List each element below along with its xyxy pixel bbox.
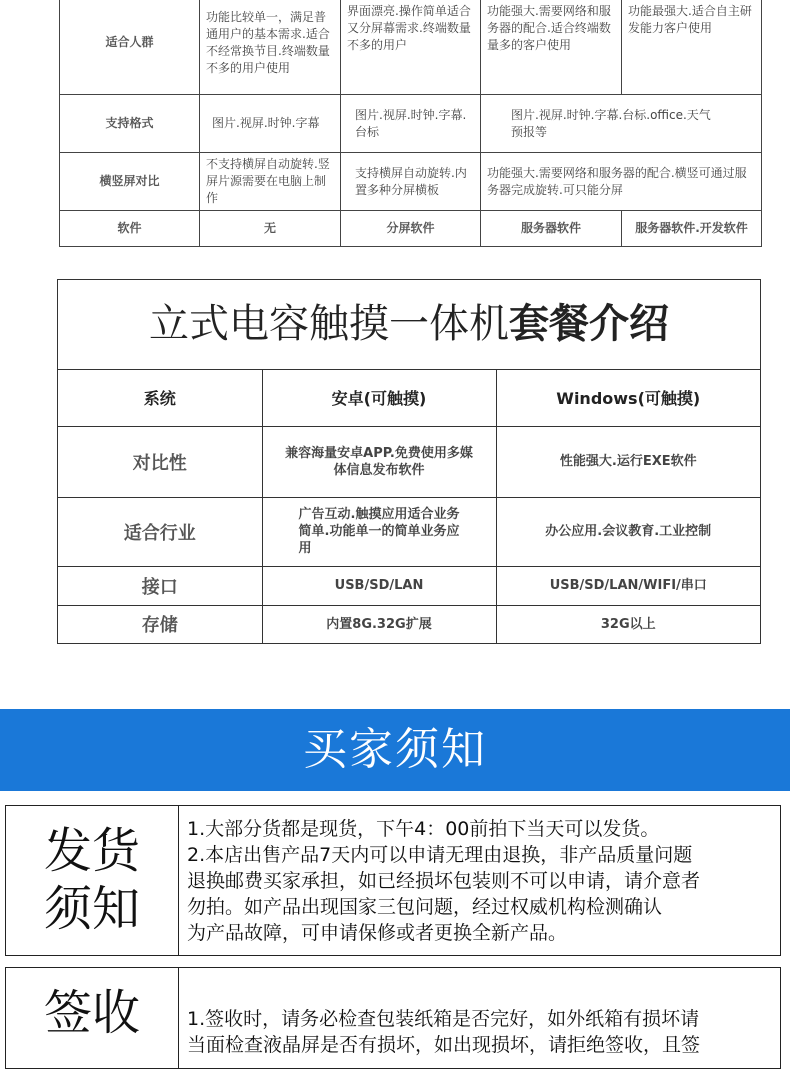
- cell-formats-3: 图片.视屏.时钟.字幕.台标.office.天气预报等: [481, 95, 762, 153]
- cell-orientation-3: 功能强大.需要网络和服务器的配合.横竖可通过服务器完成旋转.可只能分屏: [481, 153, 762, 211]
- buyer-notice-banner: 买家须知: [0, 709, 790, 791]
- cell-windows-ports: USB/SD/LAN/WIFI/串口: [496, 566, 760, 605]
- cell-audience-3: 功能强大.需要网络和服务器的配合.适合终端数量多的客户使用: [481, 0, 622, 95]
- cell-android-ports: USB/SD/LAN: [262, 566, 496, 605]
- cell-android-compare: 兼容海量安卓APP.免费使用多媒体信息发布软件: [262, 426, 496, 497]
- receipt-notice: [5, 967, 781, 1069]
- header-system: 系统: [143, 389, 176, 409]
- cell-software-2: 分屏软件: [341, 211, 481, 247]
- table-row: [60, 211, 762, 247]
- shipping-line-2: 2.本店出售产品7天内可以申请无理由退换，非产品质量问题: [187, 844, 693, 866]
- shipping-notice-body: [187, 816, 770, 946]
- shipping-line-4: 勿拍。如产品出现国家三包问题，经过权威机构检测确认: [187, 896, 663, 918]
- cell-software-4: 服务器软件.开发软件: [622, 211, 762, 247]
- table-row: [60, 153, 762, 211]
- shipping-title-line2: 须知: [43, 881, 140, 937]
- shipping-notice-title: [6, 806, 179, 955]
- row-label-storage: 存储: [58, 605, 262, 643]
- shipping-notice: [5, 805, 781, 956]
- table-row: [58, 566, 760, 605]
- table-row: [58, 426, 760, 497]
- table-row: [60, 95, 762, 153]
- cell-audience-2: 界面漂亮.操作简单适合又分屏幕需求.终端数量不多的用户: [341, 0, 481, 95]
- receipt-line-2: 当面检查液晶屏是否有损坏，如出现损坏，请拒绝签收，且签: [187, 1034, 701, 1056]
- row-header-software: 软件: [60, 211, 200, 247]
- cell-audience-4: 功能最强大.适合自主研发能力客户使用: [622, 0, 762, 95]
- row-header-formats: 支持格式: [60, 95, 200, 153]
- package-grid: [58, 370, 760, 643]
- cell-windows-compare: 性能强大.运行EXE软件: [496, 426, 760, 497]
- cell-android-industry: 广告互动.触摸应用适合业务简单.功能单一的简单业务应用: [262, 497, 496, 566]
- cell-audience-1: 功能比较单一，满足普通用户的基本需求.适合不经常换节目.终端数量不多的用户使用: [200, 0, 341, 95]
- cell-android-storage: 内置8G.32G扩展: [262, 605, 496, 643]
- package-title: [58, 280, 760, 370]
- cell-formats-1: 图片.视屏.时钟.字幕: [200, 95, 341, 153]
- receipt-notice-title: [6, 968, 179, 1068]
- shipping-line-5: 为产品故障，可申请保修或者更换全新产品。: [187, 922, 568, 944]
- cell-software-1: 无: [200, 211, 341, 247]
- cell-windows-storage: 32G以上: [496, 605, 760, 643]
- package-title-emphasis: 套餐介绍: [509, 301, 669, 347]
- package-table: [57, 279, 761, 644]
- header-windows: Windows(可触摸): [496, 370, 760, 426]
- row-label-compare: 对比性: [58, 426, 262, 497]
- receipt-line-1: 1.签收时，请务必检查包装纸箱是否完好，如外纸箱有损坏请: [187, 1008, 700, 1030]
- row-header-orientation: 横竖屏对比: [60, 153, 200, 211]
- table-row: [58, 497, 760, 566]
- receipt-notice-body: [187, 1006, 770, 1058]
- header-android: 安卓(可触摸): [262, 370, 496, 426]
- shipping-title-line1: 发货: [43, 823, 140, 879]
- table-header-row: [58, 370, 760, 426]
- comparison-table: [59, 0, 762, 247]
- shipping-line-3: 退换邮费买家承担，如已经损坏包装则不可以申请，请介意者: [187, 870, 701, 892]
- cell-software-3: 服务器软件: [481, 211, 622, 247]
- row-label-industry: 适合行业: [58, 497, 262, 566]
- table-row: [58, 605, 760, 643]
- receipt-title-line1: 签收: [43, 985, 140, 1041]
- cell-orientation-2: 支持横屏自动旋转.内置多种分屏横板: [341, 153, 481, 211]
- table-row: [60, 0, 762, 95]
- package-title-main: 立式电容触摸一体机: [149, 301, 509, 347]
- cell-formats-2: 图片.视屏.时钟.字幕.台标: [341, 95, 481, 153]
- cell-windows-industry: 办公应用.会议教育.工业控制: [496, 497, 760, 566]
- row-label-ports: 接口: [58, 566, 262, 605]
- row-header-audience: 适合人群: [60, 0, 200, 95]
- cell-orientation-1: 不支持横屏自动旋转.竖屏片源需要在电脑上制作: [200, 153, 341, 211]
- shipping-line-1: 1.大部分货都是现货，下午4：00前拍下当天可以发货。: [187, 818, 660, 840]
